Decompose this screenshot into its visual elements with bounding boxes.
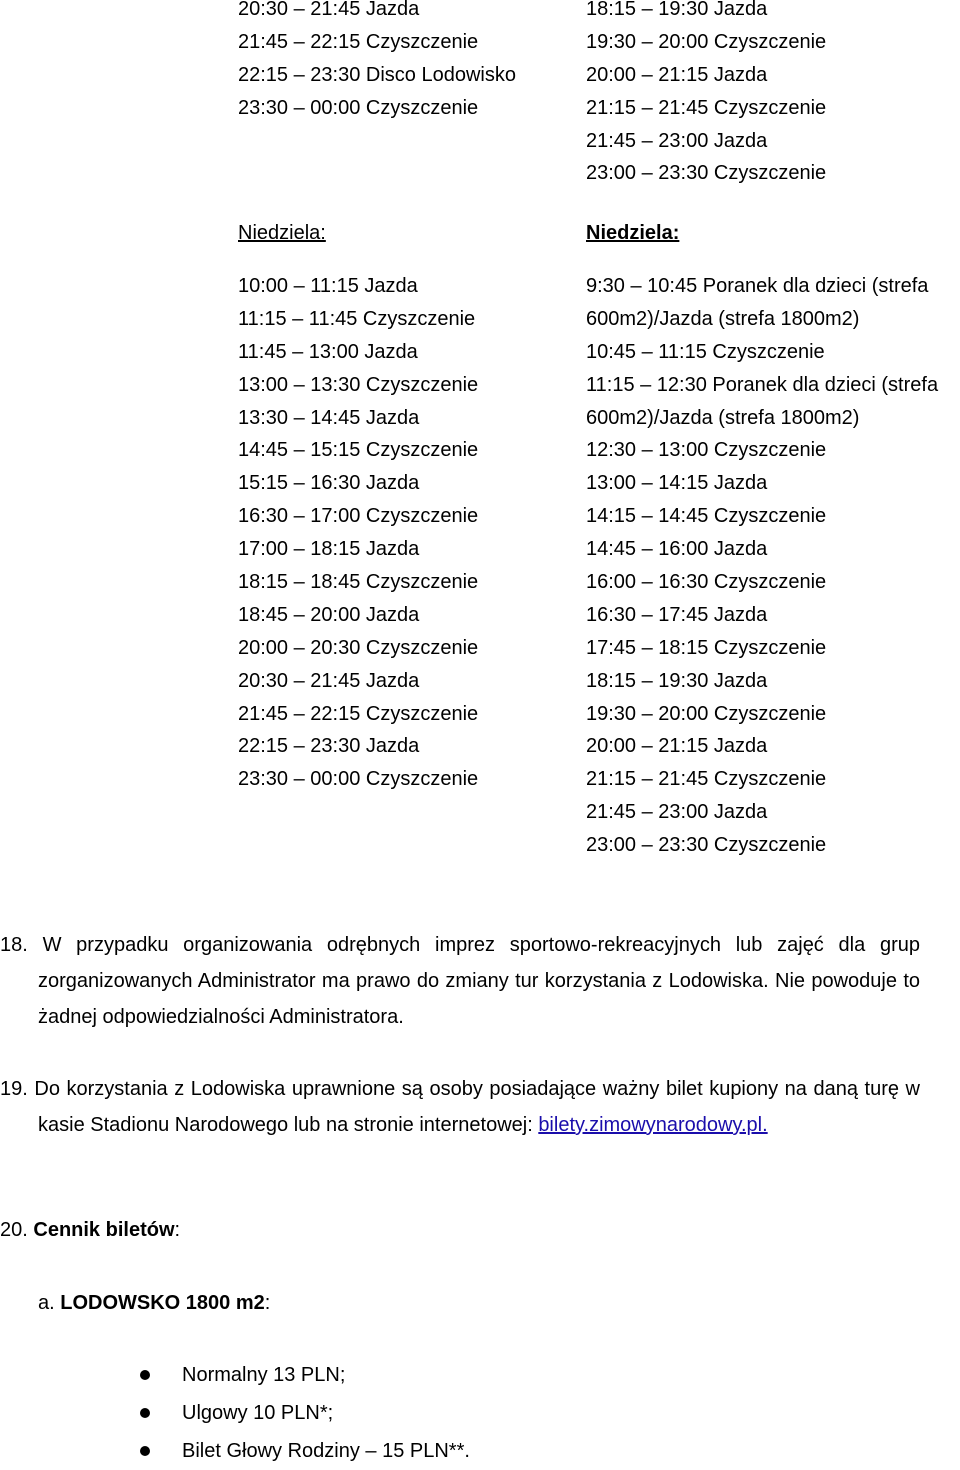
paragraph-text: W przypadku organizowania odrębnych imprez sportowo-rekreacyjnych lub zajęć dla grup zorganizowanych Administrator ma prawo do zmiany tur korzystania z Lodowiska. Nie powoduje to żadnej odpowiedzialności Administratora.: [38, 934, 920, 1028]
schedule-line: 11:45 – 13:00 Jazda: [238, 340, 418, 363]
schedule-line: 17:45 – 18:15 Czyszczenie: [586, 636, 827, 659]
right-sunday-schedule: [586, 270, 938, 862]
schedule-line: 20:00 – 21:15 Jazda: [586, 735, 768, 758]
paragraph-19: [0, 1071, 920, 1143]
schedule-line: 10:45 – 11:15 Czyszczenie: [586, 340, 825, 363]
schedule-line: 16:30 – 17:45 Jazda: [586, 603, 768, 626]
schedule-line: 21:45 – 23:00 Jazda: [586, 801, 768, 824]
schedule-line: 16:00 – 16:30 Czyszczenie: [586, 571, 827, 594]
tickets-link[interactable]: bilety.zimowynarodowy.pl.: [538, 1114, 768, 1136]
paragraph-18: [0, 927, 920, 1035]
schedule-line: 23:00 – 23:30 Czyszczenie: [586, 834, 827, 857]
paragraph-number: 19.: [0, 1078, 28, 1100]
rink-name: LODOWSKO 1800 m2: [60, 1292, 265, 1314]
price-item: [140, 1356, 470, 1394]
schedule-line: 18:15 – 19:30 Jazda: [586, 0, 768, 20]
left-sunday-schedule: [238, 270, 478, 796]
schedule-line: 23:30 – 00:00 Czyszczenie: [238, 768, 479, 791]
schedule-line: 20:00 – 20:30 Czyszczenie: [238, 636, 479, 659]
section-a-heading: [38, 1287, 270, 1320]
schedule-line: 600m2)/Jazda (strefa 1800m2): [586, 406, 860, 429]
schedule-line: 21:45 – 22:15 Czyszczenie: [238, 30, 479, 53]
bullet-icon: [140, 1370, 150, 1380]
schedule-line: 20:00 – 21:15 Jazda: [586, 63, 768, 86]
schedule-line: 21:15 – 21:45 Czyszczenie: [586, 768, 827, 791]
left-sunday-heading: Niedziela:: [238, 222, 326, 244]
right-top-schedule: [586, 0, 826, 190]
schedule-line: 17:00 – 18:15 Jazda: [238, 538, 420, 561]
price-text: Ulgowy 10 PLN*;: [182, 1402, 334, 1424]
schedule-line: 19:30 – 20:00 Czyszczenie: [586, 30, 827, 53]
heading-colon: :: [174, 1219, 181, 1241]
schedule-line: 20:30 – 21:45 Jazda: [238, 669, 420, 692]
schedule-line: 18:15 – 19:30 Jazda: [586, 669, 768, 692]
schedule-line: 14:45 – 15:15 Czyszczenie: [238, 439, 479, 462]
paragraph-number: 20.: [0, 1219, 28, 1241]
paragraph-20: [0, 1214, 180, 1247]
schedule-line: 14:45 – 16:00 Jazda: [586, 538, 768, 561]
schedule-line: 13:00 – 13:30 Czyszczenie: [238, 373, 479, 396]
schedule-line: 10:00 – 11:15 Jazda: [238, 275, 418, 297]
schedule-line: 15:15 – 16:30 Jazda: [238, 472, 420, 495]
schedule-line: 14:15 – 14:45 Czyszczenie: [586, 505, 827, 528]
bullet-icon: [140, 1446, 150, 1456]
schedule-line: 11:15 – 11:45 Czyszczenie: [238, 307, 476, 330]
right-sunday-heading: Niedziela:: [586, 222, 680, 244]
price-text: Bilet Głowy Rodziny – 15 PLN**.: [182, 1440, 470, 1462]
schedule-line: 12:30 – 13:00 Czyszczenie: [586, 439, 827, 462]
schedule-line: 11:15 – 12:30 Poranek dla dzieci (strefa: [586, 373, 939, 396]
schedule-line: 13:00 – 14:15 Jazda: [586, 472, 768, 495]
schedule-line: 9:30 – 10:45 Poranek dla dzieci (strefa: [586, 275, 929, 297]
schedule-line: 600m2)/Jazda (strefa 1800m2): [586, 307, 860, 330]
schedule-line: 20:30 – 21:45 Jazda: [238, 0, 420, 20]
heading-colon: :: [264, 1292, 271, 1314]
price-item: [140, 1432, 470, 1470]
paragraph-number: 18.: [0, 934, 28, 956]
schedule-line: 23:30 – 00:00 Czyszczenie: [238, 96, 479, 119]
schedule-line: 18:45 – 20:00 Jazda: [238, 603, 420, 626]
price-list-heading: Cennik biletów: [33, 1219, 175, 1241]
price-list: [140, 1356, 470, 1470]
schedule-line: 18:15 – 18:45 Czyszczenie: [238, 571, 479, 594]
left-top-schedule: [238, 0, 516, 125]
schedule-line: 13:30 – 14:45 Jazda: [238, 406, 420, 429]
schedule-line: 21:45 – 23:00 Jazda: [586, 129, 768, 152]
paragraph-text: Do korzystania z Lodowiska uprawnione są osoby posiadające ważny bilet kupiony na daną turę w kasie Stadionu Narodowego lub na stronie internetowej:: [34, 1078, 920, 1136]
price-item: [140, 1394, 470, 1432]
price-text: Normalny 13 PLN;: [182, 1364, 346, 1386]
schedule-line: 22:15 – 23:30 Disco Lodowisko: [238, 63, 516, 86]
schedule-line: 23:00 – 23:30 Czyszczenie: [586, 162, 827, 185]
schedule-line: 19:30 – 20:00 Czyszczenie: [586, 702, 827, 725]
schedule-line: 21:15 – 21:45 Czyszczenie: [586, 96, 827, 119]
bullet-icon: [140, 1408, 150, 1418]
section-prefix: a.: [38, 1292, 61, 1314]
schedule-line: 16:30 – 17:00 Czyszczenie: [238, 505, 479, 528]
schedule-line: 22:15 – 23:30 Jazda: [238, 735, 420, 758]
schedule-line: 21:45 – 22:15 Czyszczenie: [238, 702, 479, 725]
